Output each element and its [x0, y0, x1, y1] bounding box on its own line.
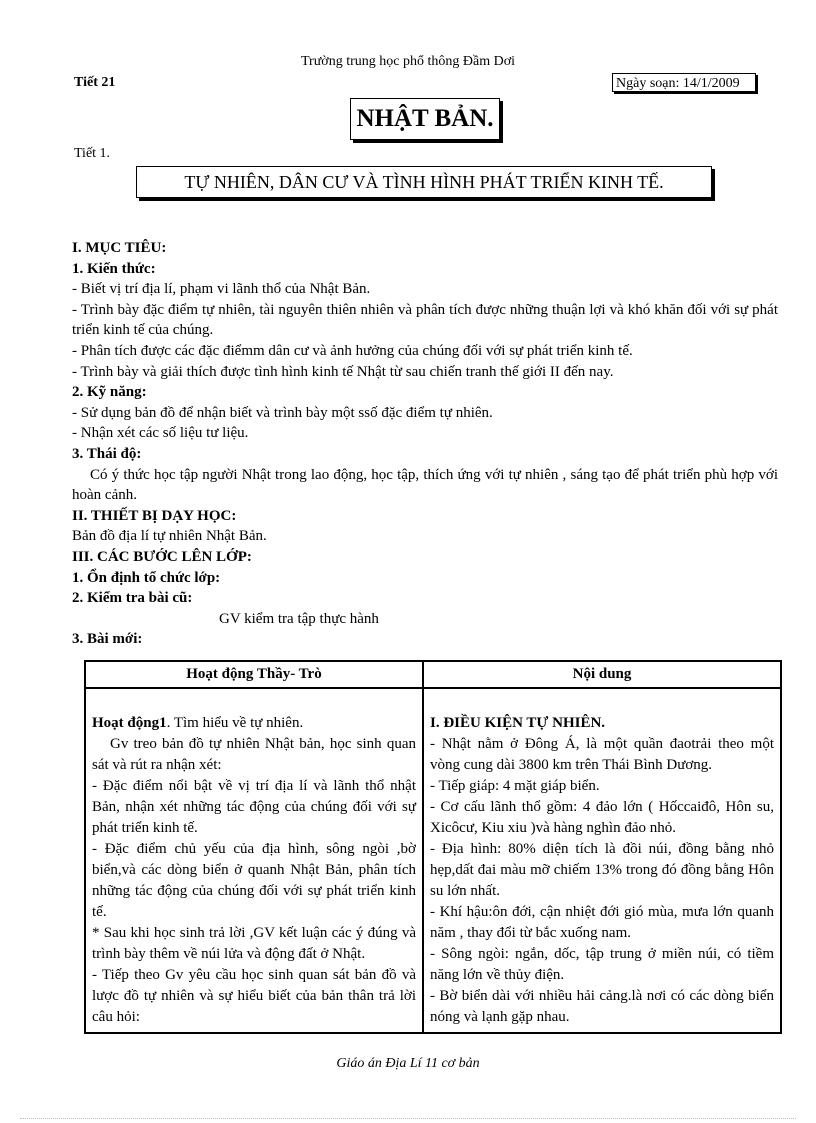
equipment-text: Bản đồ địa lí tự nhiên Nhật Bản.: [72, 528, 267, 545]
date-box: Ngày soạn: 14/1/2009: [612, 73, 756, 92]
content-line: - Nhật nằm ở Đông Á, là một quần đaotrải theo một vòng cung dài 3800 km trên Thái Bình Dương.: [430, 736, 774, 773]
activity-title-rest: . Tìm hiểu về tự nhiên.: [166, 715, 304, 731]
skills-item: - Sử dụng bản đồ để nhận biết và trình bày một ssố đặc điểm tự nhiên.: [72, 404, 493, 421]
activity-title: Hoạt động1: [92, 715, 167, 731]
table-header-activity: Hoạt động Thầy- Trò: [85, 661, 423, 688]
attitude-text: Có ý thức học tập người Nhật trong lao động, học tập, thích ứng với tự nhiên , sáng tạo để phát triển phù hợp với hoàn cảnh.: [72, 466, 778, 504]
content-line: - Tiếp giáp: 4 mặt giáp biển.: [430, 778, 600, 794]
skills-item: - Nhận xét các số liệu tư liệu.: [72, 425, 249, 442]
lesson-label: Tiết 1.: [74, 146, 111, 161]
activity-line: Gv treo bản đồ tự nhiên Nhật bản, học sinh quan sát và rút ra nhận xét:: [92, 736, 416, 773]
content-line: - Cơ cấu lãnh thổ gồm: 4 đảo lớn ( Hốccaiđô, Hôn su, Xicôcư, Kiu xiu )và hàng nghìn đảo nhỏ.: [430, 799, 774, 836]
content-line: - Bờ biển dài với nhiều hải cảng.là nơi có các dòng biển nóng và lạnh gặp nhau.: [430, 988, 774, 1025]
activity-line: - Đặc điểm chủ yếu của địa hình, sông ngòi ,bờ biển,và các dòng biển ở quanh Nhật Bản, phân tích những tác động của chúng đối với sự phát triển kinh tế.: [92, 841, 416, 920]
attitude-heading: 3. Thái độ:: [72, 445, 142, 462]
page-footer: Giáo án Địa Lí 11 cơ bản: [336, 1056, 480, 1071]
activity-cell: [85, 688, 423, 1033]
knowledge-item: - Biết vị trí địa lí, phạm vi lãnh thổ của Nhật Bản.: [72, 281, 371, 298]
knowledge-heading: 1. Kiến thức:: [72, 260, 156, 277]
content-line: - Địa hình: 80% diện tích là đồi núi, đồng bằng nhỏ hẹp,dất đai màu mỡ chiếm 13% trong đó đồng bằng Hôn su lớn nhất.: [430, 841, 774, 899]
activity-line: * Sau khi học sinh trả lời ,GV kết luận các ý đúng và trình bày thêm về núi lửa và động đất ở Nhật.: [92, 925, 416, 962]
lesson-subtitle: TỰ NHIÊN, DÂN CƯ VÀ TÌNH HÌNH PHÁT TRIỂN KINH TẾ.: [136, 166, 712, 198]
step-2: 2. Kiểm tra bài cũ:: [72, 590, 193, 607]
page-edge-divider: [20, 1118, 796, 1119]
step-1: 1. Ổn định tổ chức lớp:: [72, 569, 221, 586]
period-label: Tiết 21: [74, 75, 116, 90]
knowledge-item: - Trình bày đặc điểm tự nhiên, tài nguyên thiên nhiên và phân tích được những thuận lợi và khó khăn đối với sự phát triển kinh tế của chúng.: [72, 301, 778, 339]
content-cell: [423, 688, 781, 1033]
skills-heading: 2. Kỹ năng:: [72, 384, 147, 401]
objectives-heading: I. MỤC TIÊU:: [72, 240, 167, 256]
step-3: 3. Bài mới:: [72, 631, 143, 648]
step-2-text: GV kiểm tra tập thực hành: [219, 610, 379, 627]
table-header-content: Nội dung: [423, 661, 781, 688]
page-title: NHẬT BẢN.: [350, 98, 500, 140]
knowledge-item: - Trình bày và giải thích được tình hình kinh tế Nhật từ sau chiến tranh thế giới II đến nay.: [72, 363, 614, 380]
activity-line: - Tiếp theo Gv yêu cầu học sinh quan sát bản đồ và lược đồ tự nhiên và sự hiểu biết của bản thân trả lời câu hỏi:: [92, 967, 416, 1025]
knowledge-item: - Phân tích được các đặc điểmm dân cư và ảnh hưởng của chúng đối với sự phát triển kinh tế.: [72, 342, 633, 359]
activity-line: - Đặc điểm nổi bật về vị trí địa lí và lãnh thổ nhật Bản, nhận xét những tác động của chúng đối với sự phát triển kinh tế.: [92, 778, 416, 836]
content-line: - Khí hậu:ôn đới, cận nhiệt đới gió mùa, mưa lớn quanh năm , thay đổi từ bắc xuống nam.: [430, 904, 774, 941]
content-title: I. ĐIỀU KIỆN TỰ NHIÊN.: [430, 715, 606, 731]
lesson-body: [72, 238, 778, 650]
lesson-table: [84, 660, 782, 1034]
content-line: - Sông ngòi: ngắn, dốc, tập trung ở miền núi, có tiềm năng lớn về thủy điện.: [430, 946, 774, 983]
equipment-heading: II. THIẾT BỊ DẠY HỌC:: [72, 507, 237, 524]
steps-heading: III. CÁC BƯỚC LÊN LỚP:: [72, 548, 252, 565]
school-name: Trường trung học phổ thông Đầm Dơi: [301, 54, 515, 69]
